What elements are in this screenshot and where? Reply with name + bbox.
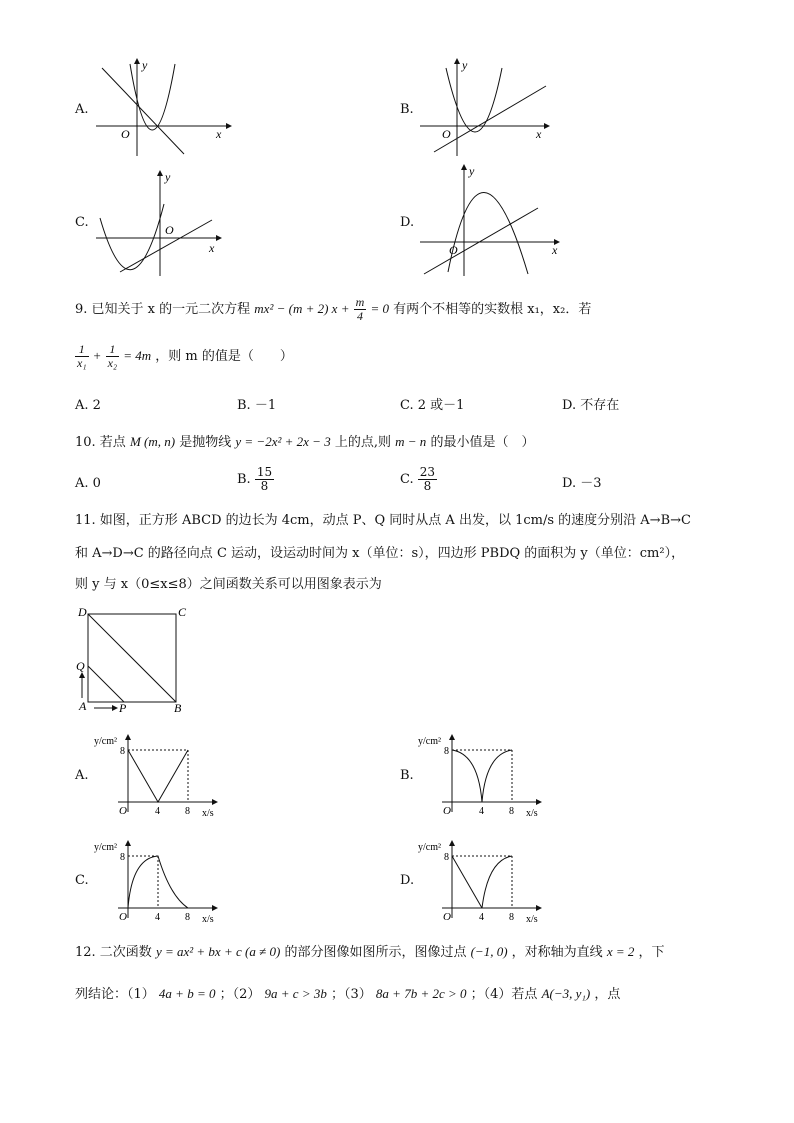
svg-text:4: 4 [479, 806, 484, 817]
svg-text:4: 4 [479, 912, 484, 923]
svg-text:y/cm²: y/cm² [94, 842, 117, 853]
svg-text:x: x [552, 243, 558, 257]
q11-line-3: 则 y 与 x（0≤x≤8）之间函数关系可以用图象表示为 [75, 577, 382, 592]
svg-text:x/s: x/s [526, 808, 538, 819]
svg-text:O: O [121, 127, 130, 141]
label-q: Q [76, 659, 85, 673]
svg-text:8: 8 [120, 852, 125, 863]
q8-option-a[interactable]: A. [75, 102, 89, 117]
q11-graph-a [92, 730, 222, 820]
q12-stem-line-2: 列结论：（1） 4a + b = 0 ；（2） 9a + c > 3b ；（3） 8a + 7b + 2c > 0 ；（4）若点 A(−3, y₁) ，点 [75, 986, 621, 1002]
svg-text:4: 4 [155, 806, 160, 817]
svg-text:y: y [469, 164, 475, 178]
label-p: P [119, 701, 127, 715]
q11-graph-b [416, 730, 546, 820]
q12-stem-line-1: 12. 二次函数 y = ax² + bx + c (a ≠ 0) 的部分图像如图所示，图像过点 (−1, 0) ，对称轴为直线 x = 2 ，下 [75, 944, 665, 960]
svg-text:y: y [462, 58, 468, 72]
q11-graph-c [92, 836, 222, 926]
label-d: D [78, 605, 87, 619]
svg-text:8: 8 [444, 746, 449, 757]
svg-text:8: 8 [509, 806, 514, 817]
q11-square-figure [72, 604, 197, 716]
svg-text:O: O [443, 911, 451, 923]
q9-condition: $\frac{1}{\text{x₁}}$ + $\frac{1}{\text{x₂}}$ = 4m ，则 m 的值是（ ） [77, 342, 293, 370]
q9-choice-b[interactable]: B. －1 [237, 398, 277, 413]
svg-text:O: O [165, 223, 174, 237]
q8-option-c[interactable]: C. [75, 215, 89, 230]
svg-text:8: 8 [509, 912, 514, 923]
svg-text:8: 8 [444, 852, 449, 863]
q11-graph-d [416, 836, 546, 926]
svg-text:y: y [142, 58, 148, 72]
q11-option-a[interactable]: A. [75, 768, 89, 783]
q10-stem: 10. 若点 M (m, n) 是抛物线 y = −2x² + 2x − 3 上的点,则 m − n 的最小值是（ ） [75, 434, 535, 450]
svg-text:8: 8 [185, 912, 190, 923]
q10-choice-a[interactable]: A. 0 [75, 476, 101, 491]
q11-line-1: 11. 如图，正方形 ABCD 的边长为 4cm，动点 P、Q 同时从点 A 出发，以 1cm/s 的速度分别沿 A→B→C [75, 513, 691, 528]
label-c: C [178, 605, 187, 619]
svg-text:y: y [165, 170, 171, 184]
q8-option-b[interactable]: B. [400, 102, 414, 117]
svg-text:y/cm²: y/cm² [418, 736, 441, 747]
q11-option-c[interactable]: C. [75, 873, 89, 888]
q11-option-b[interactable]: B. [400, 768, 414, 783]
q9-choice-d[interactable]: D. 不存在 [562, 398, 620, 413]
q8-graph-d [416, 162, 566, 280]
svg-text:x: x [536, 127, 542, 141]
q9-choice-c[interactable]: C. 2 或－1 [400, 398, 465, 413]
svg-text:x/s: x/s [202, 808, 214, 819]
svg-text:8: 8 [120, 746, 125, 757]
svg-text:8: 8 [185, 806, 190, 817]
q11-option-d[interactable]: D. [400, 873, 415, 888]
q10-choice-b[interactable]: B. $\frac{15}{8}$ [237, 465, 273, 493]
q8-graph-a [92, 56, 232, 160]
svg-text:O: O [449, 243, 458, 257]
svg-text:x/s: x/s [202, 914, 214, 925]
q9-stem: 9. 已知关于 x 的一元二次方程 mx² − (m + 2) x + $\frac{m}{4}$ = 0 有两个不相等的实数根 x₁，x₂．若 [75, 295, 592, 323]
label-a: A [79, 699, 87, 713]
svg-text:O: O [443, 805, 451, 817]
svg-text:y/cm²: y/cm² [94, 736, 117, 747]
svg-text:O: O [119, 805, 127, 817]
svg-text:O: O [119, 911, 127, 923]
q10-choice-d[interactable]: D. －3 [562, 476, 602, 491]
svg-text:O: O [442, 127, 451, 141]
q10-choice-c[interactable]: C. $\frac{23}{8}$ [400, 465, 436, 493]
q11-line-2: 和 A→D→C 的路径向点 C 运动，设运动时间为 x（单位：s），四边形 PBDQ 的面积为 y（单位：cm²）， [75, 546, 685, 561]
svg-text:x/s: x/s [526, 914, 538, 925]
svg-text:4: 4 [155, 912, 160, 923]
q9-choice-a[interactable]: A. 2 [75, 398, 101, 413]
q8-option-d[interactable]: D. [400, 215, 415, 230]
label-b: B [174, 701, 182, 715]
svg-text:x: x [216, 127, 222, 141]
svg-text:y/cm²: y/cm² [418, 842, 441, 853]
svg-text:x: x [209, 241, 215, 255]
q8-graph-b [416, 56, 556, 160]
q8-graph-c [92, 168, 232, 280]
